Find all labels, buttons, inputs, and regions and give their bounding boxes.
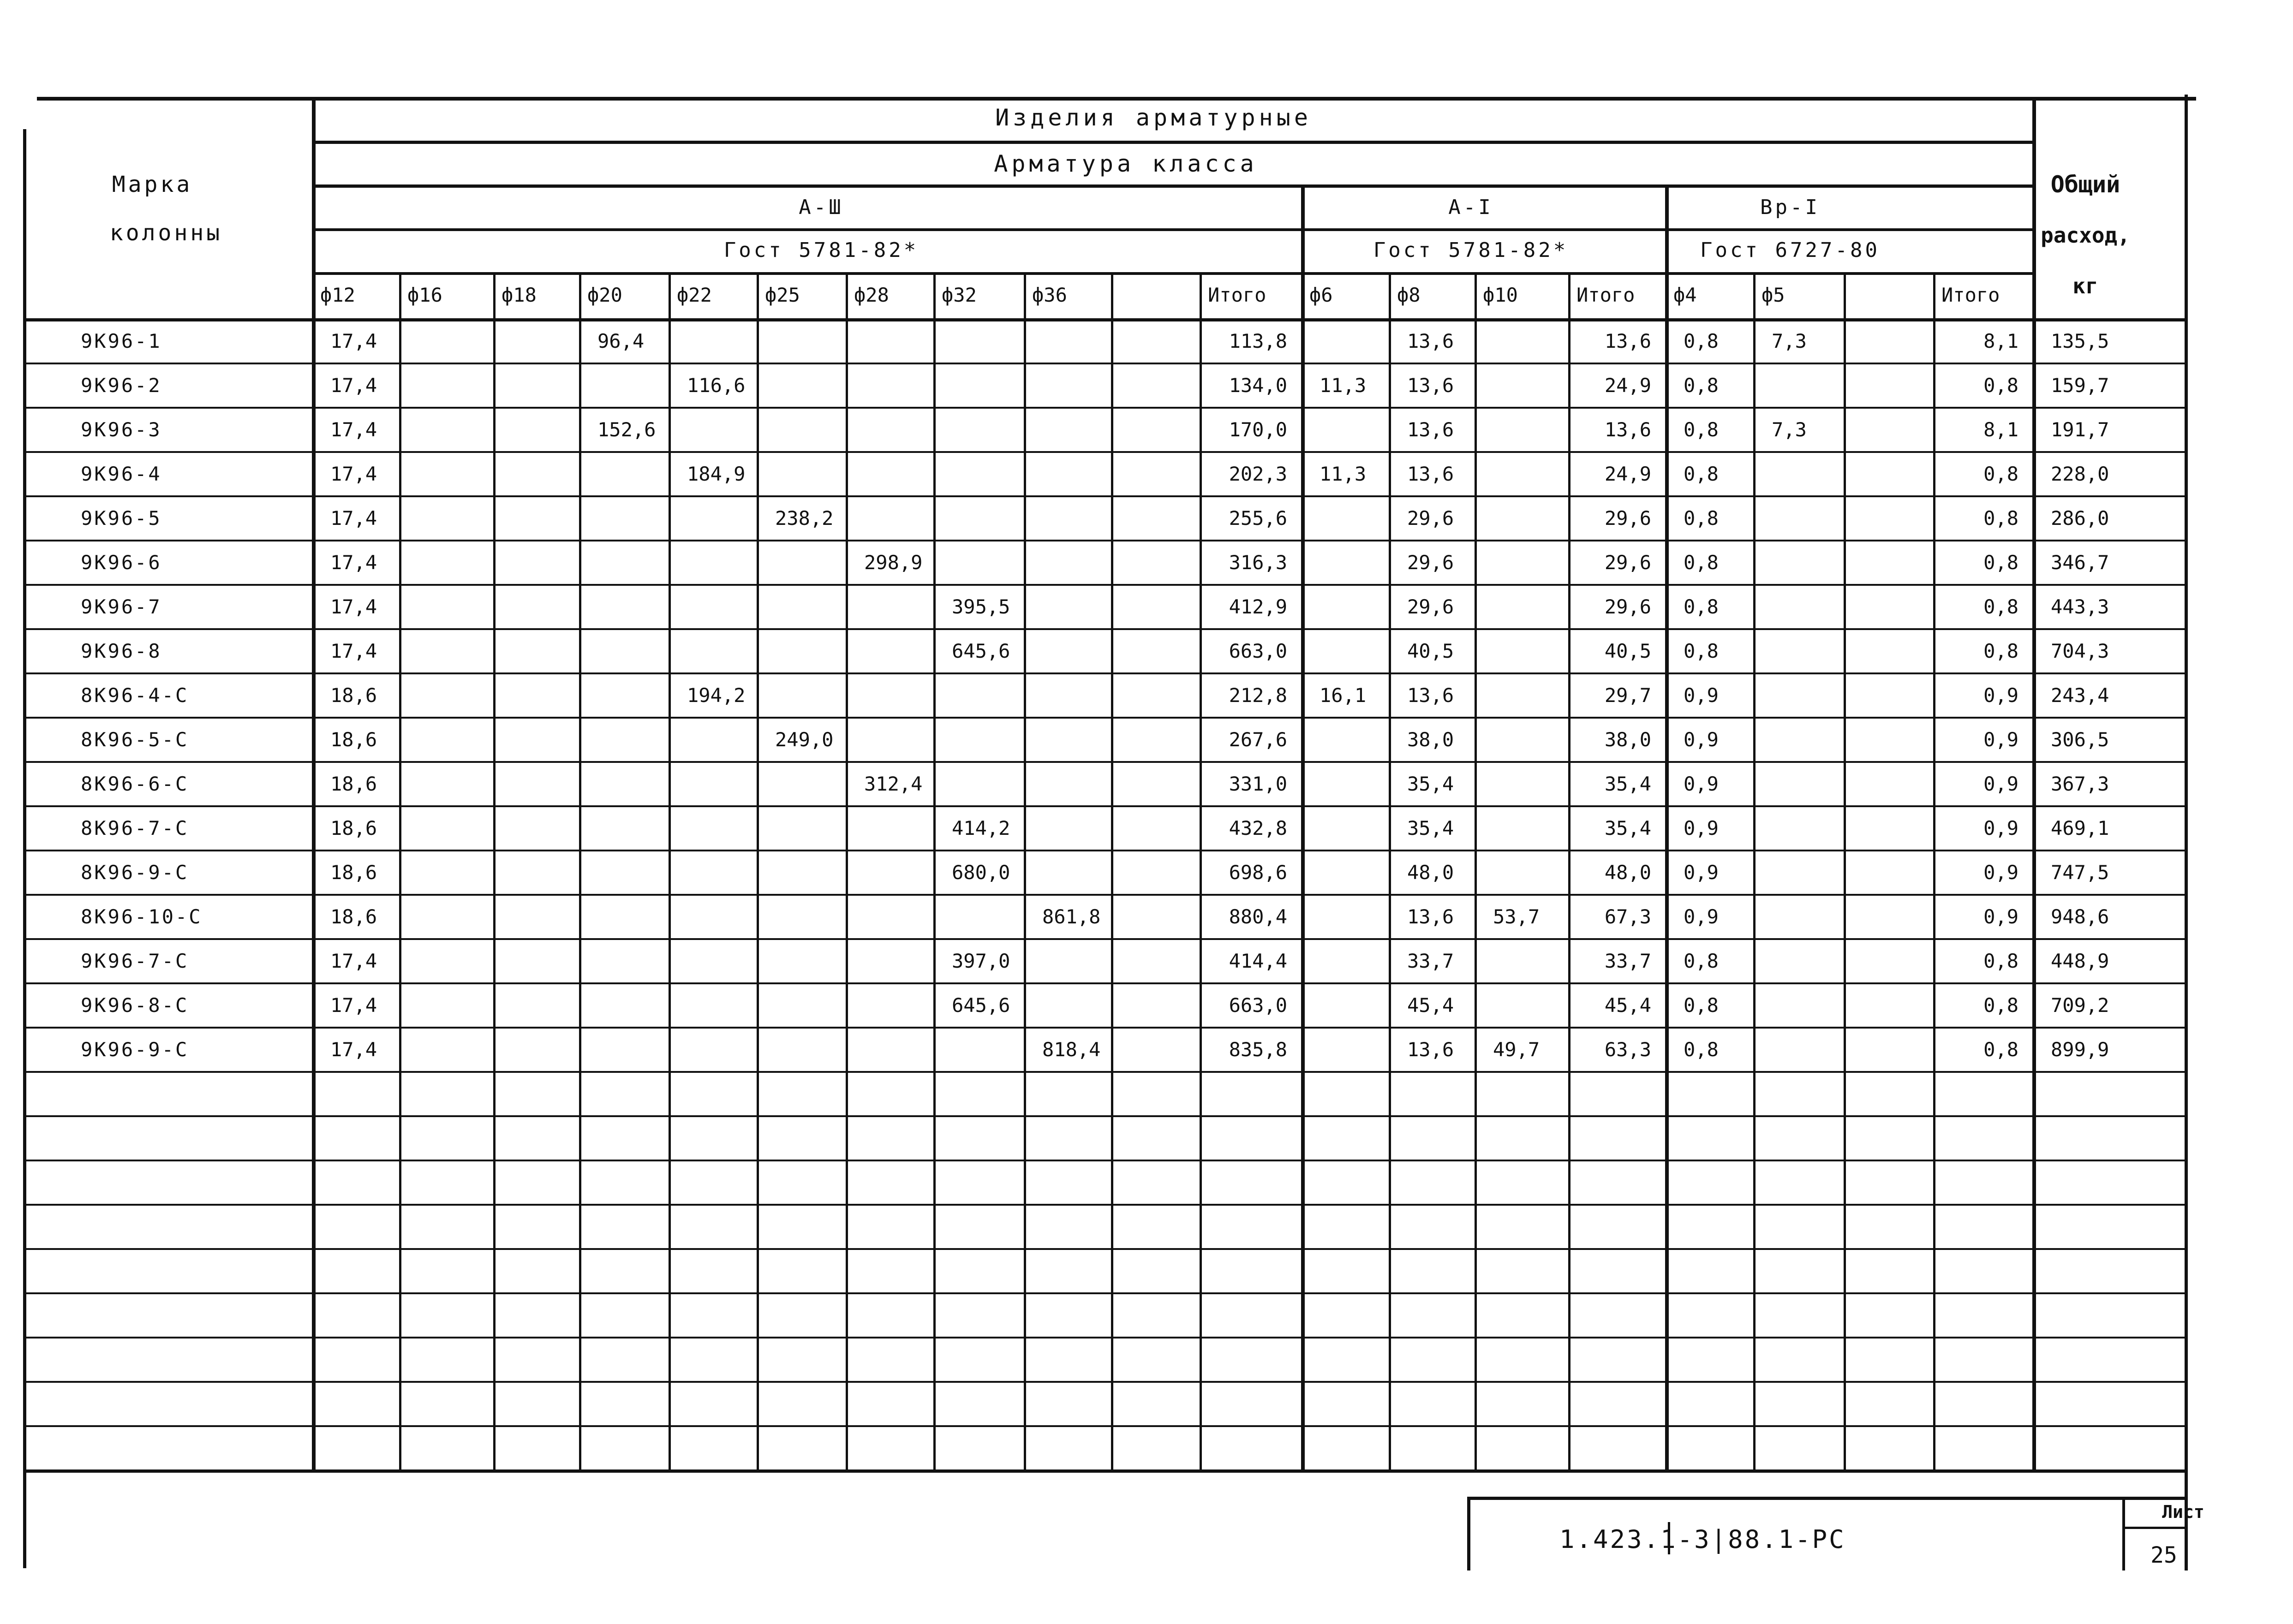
value-cell: 0,9 — [1983, 684, 2018, 707]
value-cell: 0,8 — [1983, 994, 2018, 1017]
value-cell: 645,6 — [952, 640, 1010, 662]
column-mark-cell: 8К96-4-С — [81, 684, 189, 707]
total-consumption-cell: 704,3 — [2051, 640, 2109, 662]
value-cell: 17,4 — [330, 463, 377, 485]
value-cell: 67,3 — [1604, 905, 1651, 928]
value-cell: 414,4 — [1229, 950, 1287, 972]
value-cell: 18,6 — [330, 684, 377, 707]
value-cell: 40,5 — [1604, 640, 1651, 662]
row-line — [23, 982, 2187, 984]
value-cell: 0,8 — [1684, 551, 1719, 574]
column-mark-cell: 9К96-7-С — [81, 950, 189, 972]
value-cell: 238,2 — [775, 507, 834, 529]
sheet-number: 25 — [2150, 1542, 2177, 1568]
value-cell: 0,9 — [1684, 861, 1719, 884]
row-line — [23, 1160, 2187, 1161]
value-cell: 0,9 — [1684, 773, 1719, 795]
value-cell: 432,8 — [1229, 817, 1287, 839]
value-cell: 249,0 — [775, 728, 834, 751]
col-mark-heading-1: Марка — [112, 172, 193, 197]
total-consumption-cell: 346,7 — [2051, 551, 2109, 574]
armature-class-heading: Арматура класса — [994, 150, 1258, 177]
value-cell: 24,9 — [1604, 374, 1651, 397]
column-mark-cell: 8К96-9-С — [81, 861, 189, 884]
row-line — [23, 1115, 2187, 1117]
value-cell: 0,8 — [1983, 950, 2018, 972]
row-line — [23, 850, 2187, 851]
row-line — [23, 894, 2187, 896]
value-cell: 835,8 — [1229, 1038, 1287, 1061]
value-cell: 18,6 — [330, 905, 377, 928]
total-consumption-cell: 448,9 — [2051, 950, 2109, 972]
column-mark-cell: 9К96-8-С — [81, 994, 189, 1017]
total-consumption-cell: 243,4 — [2051, 684, 2109, 707]
value-cell: 397,0 — [952, 950, 1010, 972]
value-cell: 316,3 — [1229, 551, 1287, 574]
row-line — [23, 805, 2187, 807]
value-cell: 202,3 — [1229, 463, 1287, 485]
value-cell: 11,3 — [1320, 463, 1367, 485]
value-cell: 29,6 — [1407, 507, 1454, 529]
stamp-sheet-divider — [2122, 1527, 2187, 1529]
header-bottom-line — [23, 318, 2187, 321]
value-cell: 312,4 — [864, 773, 923, 795]
stamp-left-line — [1467, 1497, 1470, 1570]
value-cell: 0,8 — [1983, 640, 2018, 662]
total-consumption-cell: 159,7 — [2051, 374, 2109, 397]
total-consumption-cell: 135,5 — [2051, 330, 2109, 352]
value-cell: 48,0 — [1407, 861, 1454, 884]
column-mark-cell: 9К96-1 — [81, 330, 162, 352]
total-consumption-cell: 709,2 — [2051, 994, 2109, 1017]
total-consumption-cell: 899,9 — [2051, 1038, 2109, 1061]
row-line — [23, 1204, 2187, 1206]
col-total-heading-1: Общий — [2050, 171, 2120, 198]
column-header-5: ф22 — [677, 284, 712, 306]
value-cell: 861,8 — [1042, 905, 1101, 928]
stamp-sheet-left-line — [2122, 1497, 2125, 1570]
column-mark-cell: 9К96-3 — [81, 418, 162, 441]
value-cell: 0,8 — [1983, 374, 2018, 397]
stamp-top-line — [1467, 1497, 2187, 1500]
value-cell: 395,5 — [952, 595, 1010, 618]
mark-column-right-line — [312, 97, 316, 1469]
value-cell: 0,8 — [1684, 994, 1719, 1017]
row-line — [23, 363, 2187, 364]
value-cell: 33,7 — [1407, 950, 1454, 972]
value-cell: 8,1 — [1983, 330, 2018, 352]
value-cell: 0,8 — [1684, 374, 1719, 397]
value-cell: 0,9 — [1684, 817, 1719, 839]
value-cell: 698,6 — [1229, 861, 1287, 884]
value-cell: 0,9 — [1684, 728, 1719, 751]
total-consumption-cell: 469,1 — [2051, 817, 2109, 839]
column-header-17: ф5 — [1762, 284, 1785, 306]
column-mark-cell: 9К96-2 — [81, 374, 162, 397]
value-cell: 13,6 — [1407, 330, 1454, 352]
table-title: Изделия арматурные — [995, 104, 1312, 131]
value-cell: 29,7 — [1604, 684, 1651, 707]
column-header-6: ф25 — [765, 284, 800, 306]
row-line — [23, 1248, 2187, 1250]
value-cell: 45,4 — [1407, 994, 1454, 1017]
column-mark-cell: 8К96-5-С — [81, 728, 189, 751]
frame-left-line — [23, 129, 26, 1568]
value-cell: 0,9 — [1684, 684, 1719, 707]
row-line — [23, 672, 2187, 674]
total-consumption-cell: 306,5 — [2051, 728, 2109, 751]
row-line — [23, 495, 2187, 497]
column-header-12: ф6 — [1309, 284, 1333, 306]
value-cell: 17,4 — [330, 551, 377, 574]
value-cell: 0,8 — [1983, 551, 2018, 574]
total-consumption-cell: 367,3 — [2051, 773, 2109, 795]
total-consumption-cell: 747,5 — [2051, 861, 2109, 884]
group-a1-gost: Гост 5781-82* — [1373, 238, 1569, 262]
value-cell: 29,6 — [1604, 551, 1651, 574]
value-cell: 18,6 — [330, 773, 377, 795]
column-header-19: Итого — [1941, 284, 2000, 306]
group-a3-gost: Гост 5781-82* — [723, 238, 919, 262]
value-cell: 17,4 — [330, 418, 377, 441]
value-cell: 48,0 — [1604, 861, 1651, 884]
column-mark-cell: 8К96-10-С — [81, 905, 203, 928]
value-cell: 134,0 — [1229, 374, 1287, 397]
value-cell: 0,9 — [1684, 905, 1719, 928]
gost-row-bottom-line — [312, 272, 2033, 275]
value-cell: 331,0 — [1229, 773, 1287, 795]
column-mark-cell: 9К96-6 — [81, 551, 162, 574]
total-consumption-cell: 286,0 — [2051, 507, 2109, 529]
column-mark-cell: 8К96-7-С — [81, 817, 189, 839]
document-code: 1.423.1-3|88.1-РС — [1559, 1525, 1846, 1554]
row-line — [23, 1425, 2187, 1427]
row-line — [23, 1381, 2187, 1383]
value-cell: 7,3 — [1772, 418, 1807, 441]
value-cell: 645,6 — [952, 994, 1010, 1017]
col-mark-heading-2: колонны — [109, 220, 223, 246]
row-line — [23, 1337, 2187, 1338]
value-cell: 663,0 — [1229, 640, 1287, 662]
group-class-row-bottom-line — [312, 228, 2033, 231]
value-cell: 0,8 — [1983, 507, 2018, 529]
value-cell: 13,6 — [1407, 1038, 1454, 1061]
total-consumption-cell: 948,6 — [2051, 905, 2109, 928]
column-mark-cell: 9К96-7 — [81, 595, 162, 618]
value-cell: 212,8 — [1229, 684, 1287, 707]
value-cell: 818,4 — [1042, 1038, 1101, 1061]
col-total-heading-2: расход, — [2041, 223, 2130, 248]
value-cell: 7,3 — [1772, 330, 1807, 352]
value-cell: 49,7 — [1493, 1038, 1540, 1061]
value-cell: 18,6 — [330, 861, 377, 884]
value-cell: 29,6 — [1604, 595, 1651, 618]
row-line — [23, 584, 2187, 586]
value-cell: 17,4 — [330, 507, 377, 529]
value-cell: 13,6 — [1407, 463, 1454, 485]
value-cell: 17,4 — [330, 330, 377, 352]
value-cell: 680,0 — [952, 861, 1010, 884]
value-cell: 663,0 — [1229, 994, 1287, 1017]
value-cell: 13,6 — [1407, 905, 1454, 928]
value-cell: 116,6 — [687, 374, 746, 397]
value-cell: 0,8 — [1983, 595, 2018, 618]
column-header-4: ф20 — [587, 284, 622, 306]
value-cell: 11,3 — [1320, 374, 1367, 397]
value-cell: 17,4 — [330, 640, 377, 662]
value-cell: 17,4 — [330, 1038, 377, 1061]
value-cell: 113,8 — [1229, 330, 1287, 352]
value-cell: 63,3 — [1604, 1038, 1651, 1061]
value-cell: 0,9 — [1983, 728, 2018, 751]
value-cell: 40,5 — [1407, 640, 1454, 662]
value-cell: 18,6 — [330, 817, 377, 839]
value-cell: 24,9 — [1604, 463, 1651, 485]
value-cell: 0,9 — [1983, 905, 2018, 928]
value-cell: 13,6 — [1407, 374, 1454, 397]
column-header-14: ф10 — [1483, 284, 1518, 306]
sheet-label: Лист — [2162, 1502, 2204, 1522]
value-cell: 13,6 — [1407, 418, 1454, 441]
value-cell: 0,8 — [1684, 463, 1719, 485]
value-cell: 96,4 — [597, 330, 645, 352]
column-header-7: ф28 — [854, 284, 889, 306]
column-header-16: ф4 — [1673, 284, 1697, 306]
column-header-13: ф8 — [1397, 284, 1421, 306]
value-cell: 33,7 — [1604, 950, 1651, 972]
value-cell: 0,8 — [1983, 463, 2018, 485]
row-line — [23, 1292, 2187, 1294]
column-mark-cell: 9К96-5 — [81, 507, 162, 529]
value-cell: 880,4 — [1229, 905, 1287, 928]
value-cell: 8,1 — [1983, 418, 2018, 441]
group-vr1-class: Вр-I — [1760, 196, 1820, 219]
value-cell: 18,6 — [330, 728, 377, 751]
value-cell: 0,9 — [1983, 817, 2018, 839]
row-line — [23, 628, 2187, 630]
value-cell: 0,8 — [1684, 418, 1719, 441]
value-cell: 35,4 — [1407, 817, 1454, 839]
column-mark-cell: 9К96-8 — [81, 640, 162, 662]
row-line — [23, 938, 2187, 940]
value-cell: 0,8 — [1684, 950, 1719, 972]
value-cell: 0,9 — [1983, 861, 2018, 884]
value-cell: 16,1 — [1320, 684, 1367, 707]
column-mark-cell: 8К96-6-С — [81, 773, 189, 795]
value-cell: 184,9 — [687, 463, 746, 485]
value-cell: 412,9 — [1229, 595, 1287, 618]
value-cell: 0,8 — [1684, 330, 1719, 352]
value-cell: 38,0 — [1604, 728, 1651, 751]
column-header-2: ф16 — [407, 284, 442, 306]
column-header-9: ф36 — [1032, 284, 1067, 306]
column-header-8: ф32 — [942, 284, 977, 306]
value-cell: 35,4 — [1604, 817, 1651, 839]
value-cell: 298,9 — [864, 551, 923, 574]
value-cell: 170,0 — [1229, 418, 1287, 441]
class-row-bottom-line — [312, 184, 2033, 188]
value-cell: 0,8 — [1684, 507, 1719, 529]
value-cell: 194,2 — [687, 684, 746, 707]
row-line — [23, 1469, 2187, 1473]
value-cell: 35,4 — [1604, 773, 1651, 795]
value-cell: 0,8 — [1684, 595, 1719, 618]
row-line — [23, 451, 2187, 453]
column-mark-cell: 9К96-9-С — [81, 1038, 189, 1061]
value-cell: 29,6 — [1407, 595, 1454, 618]
row-line — [23, 407, 2187, 409]
title-row-bottom-line — [312, 141, 2033, 144]
value-cell: 13,6 — [1604, 418, 1651, 441]
value-cell: 0,8 — [1983, 1038, 2018, 1061]
value-cell: 17,4 — [330, 994, 377, 1017]
column-mark-cell: 9К96-4 — [81, 463, 162, 485]
column-header-15: Итого — [1576, 284, 1635, 306]
value-cell: 414,2 — [952, 817, 1010, 839]
value-cell: 255,6 — [1229, 507, 1287, 529]
value-cell: 13,6 — [1407, 684, 1454, 707]
total-consumption-cell: 228,0 — [2051, 463, 2109, 485]
value-cell: 17,4 — [330, 595, 377, 618]
group-a3-class: А-Ш — [799, 196, 844, 219]
value-cell: 152,6 — [597, 418, 656, 441]
group-a1-class: А-I — [1448, 196, 1493, 219]
col-total-heading-3: кг — [2072, 274, 2098, 298]
total-consumption-cell: 443,3 — [2051, 595, 2109, 618]
frame-right-line — [2185, 95, 2188, 1570]
value-cell: 38,0 — [1407, 728, 1454, 751]
value-cell: 0,9 — [1983, 773, 2018, 795]
column-header-3: ф18 — [502, 284, 537, 306]
value-cell: 35,4 — [1407, 773, 1454, 795]
group-vr1-gost: Гост 6727-80 — [1700, 238, 1880, 262]
column-header-11: Итого — [1208, 284, 1266, 306]
value-cell: 0,8 — [1684, 1038, 1719, 1061]
value-cell: 17,4 — [330, 374, 377, 397]
row-line — [23, 1071, 2187, 1073]
frame-top-line — [37, 97, 2196, 101]
column-header-1: ф12 — [320, 284, 355, 306]
total-consumption-cell: 191,7 — [2051, 418, 2109, 441]
row-line — [23, 1027, 2187, 1029]
row-line — [23, 540, 2187, 541]
value-cell: 267,6 — [1229, 728, 1287, 751]
value-cell: 13,6 — [1604, 330, 1651, 352]
value-cell: 45,4 — [1604, 994, 1651, 1017]
value-cell: 0,8 — [1684, 640, 1719, 662]
value-cell: 17,4 — [330, 950, 377, 972]
value-cell: 53,7 — [1493, 905, 1540, 928]
row-line — [23, 761, 2187, 763]
value-cell: 29,6 — [1604, 507, 1651, 529]
row-line — [23, 717, 2187, 719]
value-cell: 29,6 — [1407, 551, 1454, 574]
